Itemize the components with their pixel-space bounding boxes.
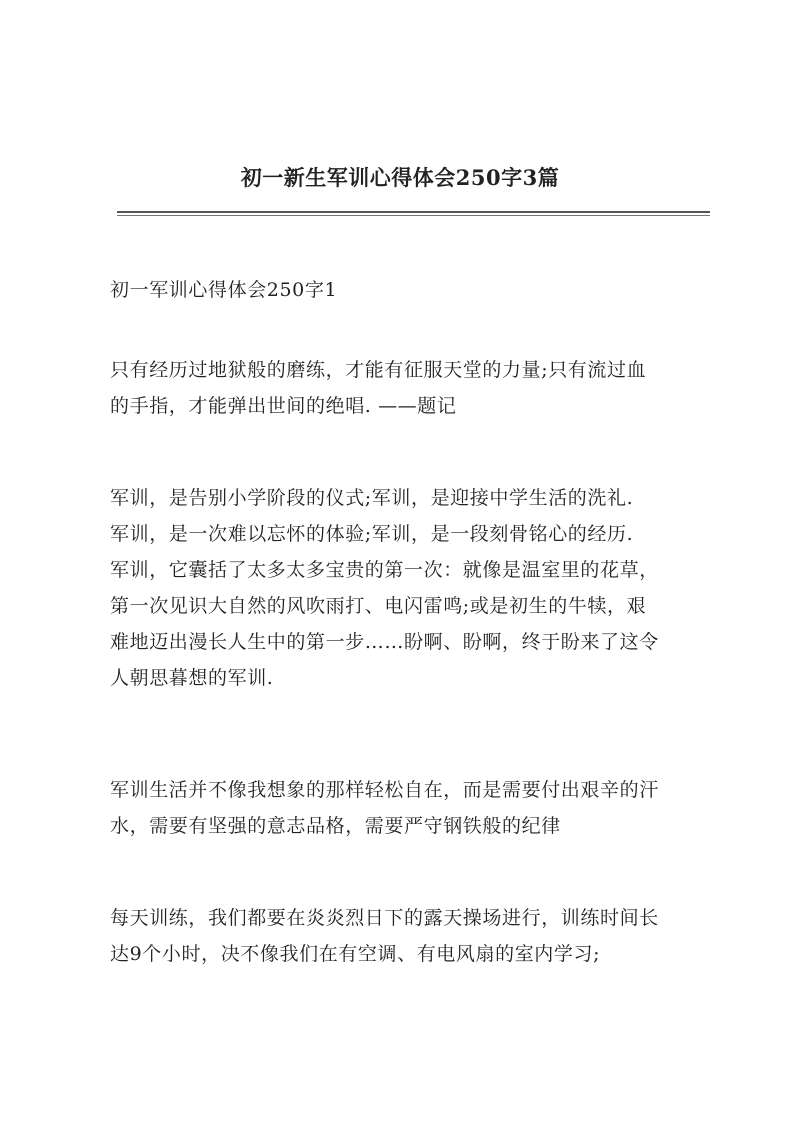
- paragraph-3: [110, 772, 710, 844]
- paragraph-line: 人朝思暮想的军训.: [110, 667, 274, 689]
- paragraph-line: 军训，是一次难以忘怀的体验;军训，是一段刻骨铭心的经历.: [110, 523, 634, 545]
- title-underline-thin: [117, 215, 710, 216]
- title-underline-thick: [117, 211, 710, 213]
- paragraph-line: 军训生活并不像我想象的那样轻松自在，而是需要付出艰辛的汗: [110, 779, 659, 801]
- paragraph-line: 难地迈出漫长人生中的第一步……盼啊、盼啊，终于盼来了这令: [110, 631, 659, 653]
- section-heading: [110, 272, 710, 308]
- section-heading-text: 初一军训心得体会250字1: [110, 279, 338, 301]
- paragraph-line: 只有经历过地狱般的磨练，才能有征服天堂的力量;只有流过血: [110, 359, 647, 381]
- paragraph-2: [110, 480, 710, 696]
- paragraph-line: 每天训练，我们都要在炎炎烈日下的露天操场进行，训练时间长: [110, 907, 659, 929]
- paragraph-line: 第一次见识大自然的风吹雨打、电闪雷鸣;或是初生的牛犊，艰: [110, 595, 647, 617]
- paragraph-4: [110, 900, 710, 972]
- paragraph-line: 军训，它囊括了太多太多宝贵的第一次：就像是温室里的花草，: [110, 559, 659, 581]
- paragraph-line: 达9个小时，决不像我们在有空调、有电风扇的室内学习;: [110, 943, 601, 965]
- paragraph-line: 水，需要有坚强的意志品格，需要严守钢铁般的纪律: [110, 815, 561, 837]
- paragraph-1: [110, 352, 710, 424]
- paragraph-line: 的手指，才能弹出世间的绝唱. ——题记: [110, 395, 457, 417]
- document-title: 初一新生军训心得体会250字3篇: [240, 165, 560, 190]
- paragraph-line: 军训，是告别小学阶段的仪式;军训，是迎接中学生活的洗礼.: [110, 487, 634, 509]
